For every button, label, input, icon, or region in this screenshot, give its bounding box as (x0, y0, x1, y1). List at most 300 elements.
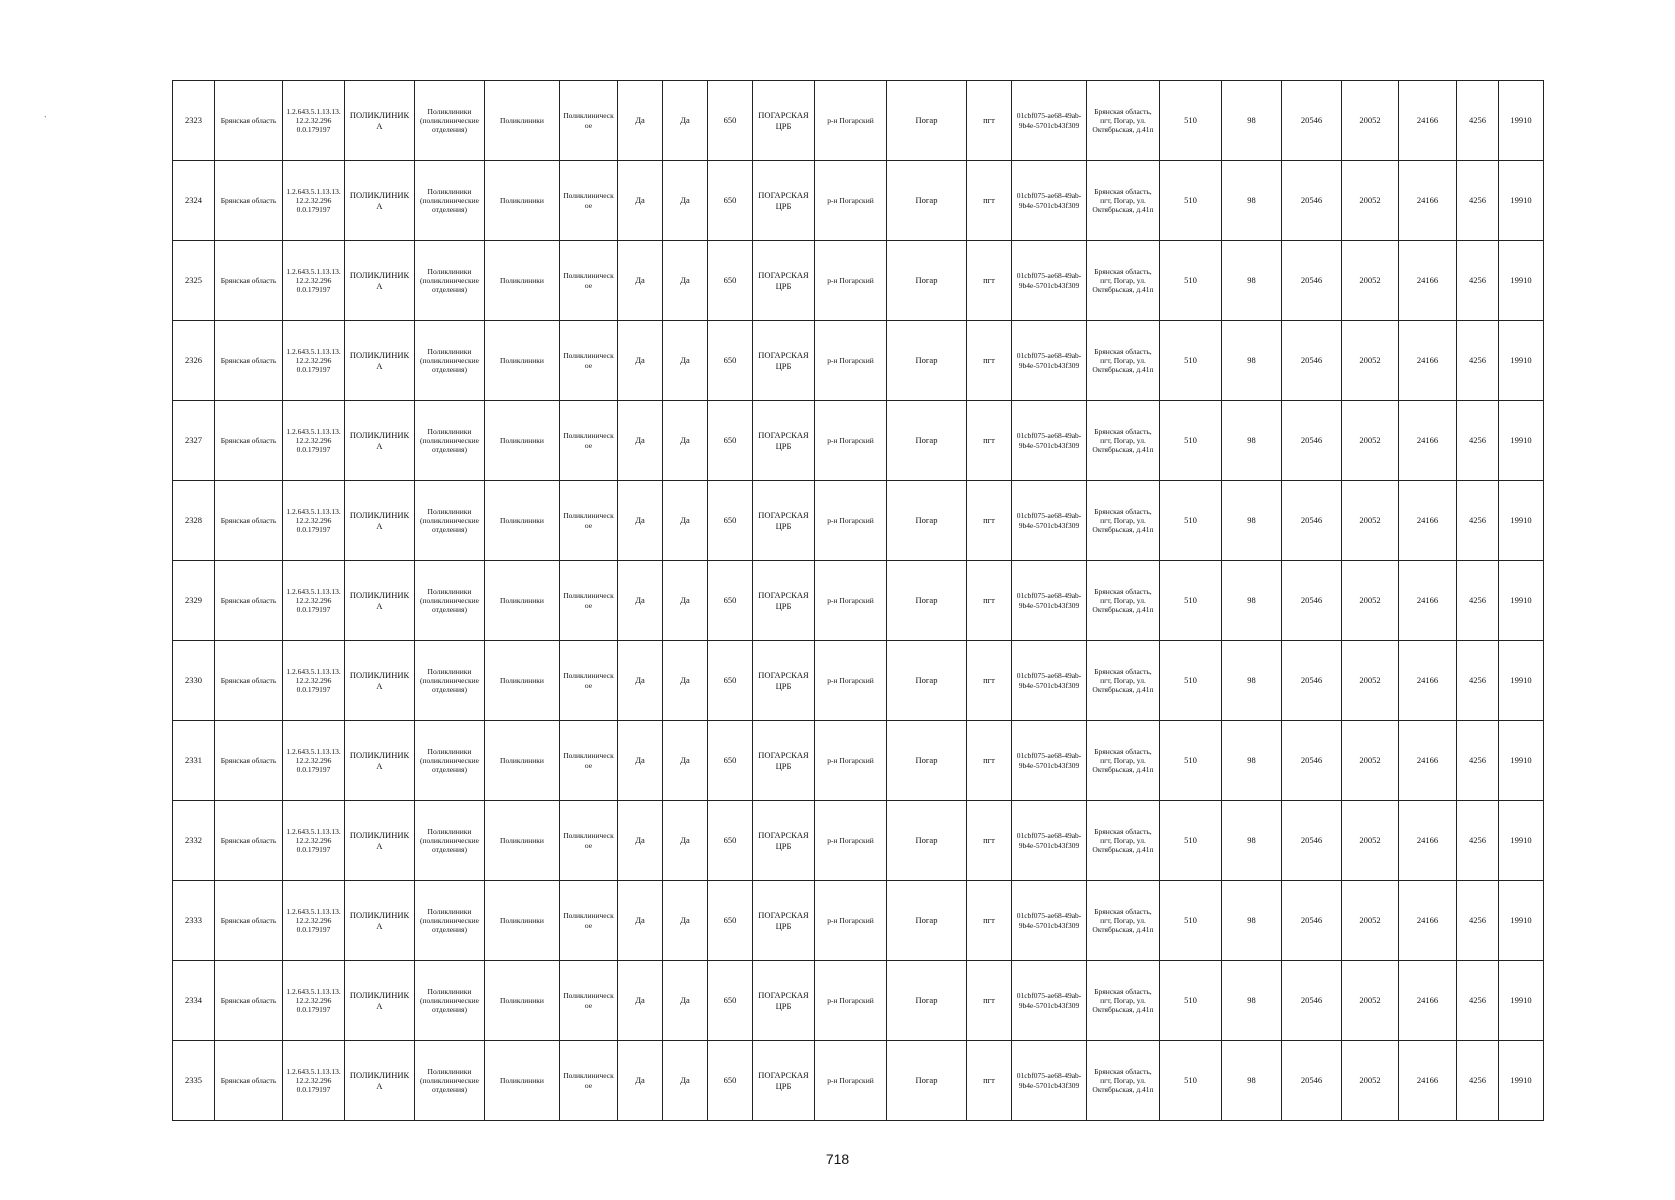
cell-region: Брянская область (215, 481, 283, 561)
cell-facility-oid: 1.2.643.5.1.13.13.12.2.32.296 0.0.179197 (283, 641, 345, 721)
cell-fias-guid: 01cbf075-ae68-49ab-9b4e-5701cb43f309 (1012, 961, 1087, 1041)
cell-district: р-н Погарский (815, 961, 887, 1041)
cell-value-1: 510 (1160, 641, 1222, 721)
cell-value-4: 20052 (1342, 721, 1399, 801)
cell-value-5: 24166 (1399, 721, 1457, 801)
cell-region: Брянская область (215, 801, 283, 881)
cell-value-3: 20546 (1282, 481, 1342, 561)
cell-facility-category: Поликлиники (поликлинические отделения) (415, 321, 485, 401)
cell-settlement: Погар (887, 561, 967, 641)
cell-settlement-type: пгт (967, 721, 1012, 801)
cell-facility-category: Поликлиники (поликлинические отделения) (415, 81, 485, 161)
cell-facility-kind: Поликлиническое (560, 961, 618, 1041)
cell-value-2: 98 (1222, 1041, 1282, 1121)
cell-fias-guid: 01cbf075-ae68-49ab-9b4e-5701cb43f309 (1012, 561, 1087, 641)
cell-organization-name: ПОГАРСКАЯ ЦРБ (753, 321, 815, 401)
cell-fias-guid: 01cbf075-ae68-49ab-9b4e-5701cb43f309 (1012, 881, 1087, 961)
cell-value-4: 20052 (1342, 321, 1399, 401)
cell-value-2: 98 (1222, 561, 1282, 641)
cell-facility-kind: Поликлиническое (560, 801, 618, 881)
cell-address: Брянская область, пгт, Погар, ул. Октябрьская, д.41п (1087, 241, 1160, 321)
cell-value-1: 510 (1160, 561, 1222, 641)
cell-value-2: 98 (1222, 481, 1282, 561)
table-row (173, 641, 1544, 721)
cell-facility-type: ПОЛИКЛИНИКА (345, 241, 415, 321)
cell-capacity: 650 (708, 561, 753, 641)
cell-facility-category: Поликлиники (поликлинические отделения) (415, 241, 485, 321)
cell-value-7: 19910 (1499, 1041, 1544, 1121)
cell-facility-kind: Поликлиническое (560, 241, 618, 321)
cell-value-5: 24166 (1399, 561, 1457, 641)
cell-value-2: 98 (1222, 961, 1282, 1041)
cell-value-2: 98 (1222, 81, 1282, 161)
cell-settlement-type: пгт (967, 561, 1012, 641)
cell-row-number: 2334 (173, 961, 215, 1041)
cell-fias-guid: 01cbf075-ae68-49ab-9b4e-5701cb43f309 (1012, 801, 1087, 881)
cell-facility-oid: 1.2.643.5.1.13.13.12.2.32.296 0.0.179197 (283, 721, 345, 801)
cell-facility-type: ПОЛИКЛИНИКА (345, 641, 415, 721)
cell-capacity: 650 (708, 721, 753, 801)
cell-settlement: Погар (887, 641, 967, 721)
cell-facility-group: Поликлиники (485, 561, 560, 641)
cell-organization-name: ПОГАРСКАЯ ЦРБ (753, 401, 815, 481)
cell-value-6: 4256 (1457, 961, 1499, 1041)
cell-settlement-type: пгт (967, 961, 1012, 1041)
cell-facility-group: Поликлиники (485, 961, 560, 1041)
cell-value-5: 24166 (1399, 401, 1457, 481)
cell-value-2: 98 (1222, 641, 1282, 721)
cell-facility-type: ПОЛИКЛИНИКА (345, 881, 415, 961)
cell-value-6: 4256 (1457, 561, 1499, 641)
cell-value-5: 24166 (1399, 1041, 1457, 1121)
cell-value-4: 20052 (1342, 641, 1399, 721)
cell-value-7: 19910 (1499, 321, 1544, 401)
cell-value-6: 4256 (1457, 1041, 1499, 1121)
cell-facility-oid: 1.2.643.5.1.13.13.12.2.32.296 0.0.179197 (283, 241, 345, 321)
cell-facility-group: Поликлиники (485, 1041, 560, 1121)
cell-facility-kind: Поликлиническое (560, 161, 618, 241)
cell-flag-1: Да (618, 641, 663, 721)
cell-facility-kind: Поликлиническое (560, 401, 618, 481)
cell-facility-kind: Поликлиническое (560, 561, 618, 641)
cell-value-1: 510 (1160, 401, 1222, 481)
cell-value-7: 19910 (1499, 881, 1544, 961)
table-row (173, 81, 1544, 161)
table-body (173, 81, 1544, 1121)
cell-value-5: 24166 (1399, 961, 1457, 1041)
cell-settlement: Погар (887, 721, 967, 801)
cell-row-number: 2331 (173, 721, 215, 801)
cell-value-5: 24166 (1399, 481, 1457, 561)
cell-settlement: Погар (887, 321, 967, 401)
cell-value-3: 20546 (1282, 561, 1342, 641)
cell-flag-2: Да (663, 241, 708, 321)
cell-facility-category: Поликлиники (поликлинические отделения) (415, 401, 485, 481)
cell-district: р-н Погарский (815, 401, 887, 481)
cell-facility-group: Поликлиники (485, 481, 560, 561)
table-row (173, 401, 1544, 481)
cell-value-4: 20052 (1342, 401, 1399, 481)
cell-district: р-н Погарский (815, 1041, 887, 1121)
cell-facility-category: Поликлиники (поликлинические отделения) (415, 881, 485, 961)
cell-value-1: 510 (1160, 881, 1222, 961)
cell-capacity: 650 (708, 401, 753, 481)
cell-flag-2: Да (663, 481, 708, 561)
cell-region: Брянская область (215, 241, 283, 321)
cell-value-5: 24166 (1399, 321, 1457, 401)
cell-facility-type: ПОЛИКЛИНИКА (345, 1041, 415, 1121)
cell-facility-kind: Поликлиническое (560, 641, 618, 721)
cell-row-number: 2327 (173, 401, 215, 481)
cell-district: р-н Погарский (815, 241, 887, 321)
cell-region: Брянская область (215, 641, 283, 721)
cell-value-7: 19910 (1499, 561, 1544, 641)
cell-flag-2: Да (663, 961, 708, 1041)
cell-settlement-type: пгт (967, 481, 1012, 561)
table-row (173, 881, 1544, 961)
cell-value-6: 4256 (1457, 881, 1499, 961)
cell-value-7: 19910 (1499, 961, 1544, 1041)
cell-value-4: 20052 (1342, 801, 1399, 881)
page-number: 718 (825, 1151, 850, 1167)
cell-facility-kind: Поликлиническое (560, 721, 618, 801)
cell-facility-kind: Поликлиническое (560, 881, 618, 961)
cell-value-1: 510 (1160, 481, 1222, 561)
cell-value-7: 19910 (1499, 721, 1544, 801)
cell-value-5: 24166 (1399, 161, 1457, 241)
cell-organization-name: ПОГАРСКАЯ ЦРБ (753, 241, 815, 321)
cell-value-7: 19910 (1499, 161, 1544, 241)
cell-district: р-н Погарский (815, 561, 887, 641)
cell-address: Брянская область, пгт, Погар, ул. Октябрьская, д.41п (1087, 881, 1160, 961)
cell-fias-guid: 01cbf075-ae68-49ab-9b4e-5701cb43f309 (1012, 721, 1087, 801)
cell-value-1: 510 (1160, 241, 1222, 321)
cell-flag-1: Да (618, 561, 663, 641)
cell-value-3: 20546 (1282, 641, 1342, 721)
cell-value-6: 4256 (1457, 321, 1499, 401)
cell-value-3: 20546 (1282, 81, 1342, 161)
cell-row-number: 2335 (173, 1041, 215, 1121)
cell-facility-group: Поликлиники (485, 241, 560, 321)
cell-flag-2: Да (663, 161, 708, 241)
cell-facility-category: Поликлиники (поликлинические отделения) (415, 801, 485, 881)
cell-value-3: 20546 (1282, 1041, 1342, 1121)
cell-facility-oid: 1.2.643.5.1.13.13.12.2.32.296 0.0.179197 (283, 81, 345, 161)
table-row (173, 241, 1544, 321)
cell-facility-group: Поликлиники (485, 161, 560, 241)
cell-settlement-type: пгт (967, 401, 1012, 481)
cell-settlement: Погар (887, 401, 967, 481)
cell-facility-type: ПОЛИКЛИНИКА (345, 81, 415, 161)
cell-facility-oid: 1.2.643.5.1.13.13.12.2.32.296 0.0.179197 (283, 161, 345, 241)
cell-row-number: 2333 (173, 881, 215, 961)
cell-district: р-н Погарский (815, 721, 887, 801)
cell-facility-oid: 1.2.643.5.1.13.13.12.2.32.296 0.0.179197 (283, 881, 345, 961)
cell-value-2: 98 (1222, 721, 1282, 801)
cell-value-3: 20546 (1282, 401, 1342, 481)
medical-facilities-table (172, 80, 1544, 1121)
cell-organization-name: ПОГАРСКАЯ ЦРБ (753, 161, 815, 241)
cell-organization-name: ПОГАРСКАЯ ЦРБ (753, 721, 815, 801)
cell-flag-2: Да (663, 721, 708, 801)
cell-facility-group: Поликлиники (485, 881, 560, 961)
cell-value-2: 98 (1222, 401, 1282, 481)
cell-region: Брянская область (215, 561, 283, 641)
cell-fias-guid: 01cbf075-ae68-49ab-9b4e-5701cb43f309 (1012, 1041, 1087, 1121)
cell-organization-name: ПОГАРСКАЯ ЦРБ (753, 481, 815, 561)
cell-settlement: Погар (887, 241, 967, 321)
cell-flag-2: Да (663, 641, 708, 721)
cell-facility-type: ПОЛИКЛИНИКА (345, 401, 415, 481)
cell-facility-oid: 1.2.643.5.1.13.13.12.2.32.296 0.0.179197 (283, 401, 345, 481)
cell-facility-group: Поликлиники (485, 321, 560, 401)
cell-capacity: 650 (708, 81, 753, 161)
cell-district: р-н Погарский (815, 641, 887, 721)
cell-settlement: Погар (887, 881, 967, 961)
cell-settlement: Погар (887, 481, 967, 561)
cell-address: Брянская область, пгт, Погар, ул. Октябрьская, д.41п (1087, 801, 1160, 881)
cell-settlement-type: пгт (967, 321, 1012, 401)
cell-address: Брянская область, пгт, Погар, ул. Октябрьская, д.41п (1087, 1041, 1160, 1121)
cell-facility-oid: 1.2.643.5.1.13.13.12.2.32.296 0.0.179197 (283, 561, 345, 641)
cell-value-3: 20546 (1282, 721, 1342, 801)
cell-facility-type: ПОЛИКЛИНИКА (345, 481, 415, 561)
cell-value-5: 24166 (1399, 881, 1457, 961)
cell-value-1: 510 (1160, 1041, 1222, 1121)
cell-settlement-type: пгт (967, 161, 1012, 241)
cell-value-6: 4256 (1457, 481, 1499, 561)
cell-fias-guid: 01cbf075-ae68-49ab-9b4e-5701cb43f309 (1012, 241, 1087, 321)
cell-capacity: 650 (708, 881, 753, 961)
cell-region: Брянская область (215, 721, 283, 801)
cell-value-4: 20052 (1342, 561, 1399, 641)
cell-row-number: 2330 (173, 641, 215, 721)
cell-row-number: 2328 (173, 481, 215, 561)
cell-region: Брянская область (215, 161, 283, 241)
cell-facility-group: Поликлиники (485, 401, 560, 481)
table-row (173, 481, 1544, 561)
cell-value-6: 4256 (1457, 241, 1499, 321)
cell-capacity: 650 (708, 241, 753, 321)
cell-organization-name: ПОГАРСКАЯ ЦРБ (753, 961, 815, 1041)
cell-address: Брянская область, пгт, Погар, ул. Октябрьская, д.41п (1087, 81, 1160, 161)
cell-value-2: 98 (1222, 321, 1282, 401)
cell-address: Брянская область, пгт, Погар, ул. Октябрьская, д.41п (1087, 321, 1160, 401)
cell-value-3: 20546 (1282, 161, 1342, 241)
cell-facility-oid: 1.2.643.5.1.13.13.12.2.32.296 0.0.179197 (283, 961, 345, 1041)
cell-flag-1: Да (618, 801, 663, 881)
cell-capacity: 650 (708, 801, 753, 881)
cell-value-3: 20546 (1282, 321, 1342, 401)
cell-facility-kind: Поликлиническое (560, 321, 618, 401)
cell-flag-2: Да (663, 561, 708, 641)
cell-settlement-type: пгт (967, 641, 1012, 721)
cell-organization-name: ПОГАРСКАЯ ЦРБ (753, 1041, 815, 1121)
cell-fias-guid: 01cbf075-ae68-49ab-9b4e-5701cb43f309 (1012, 321, 1087, 401)
cell-facility-category: Поликлиники (поликлинические отделения) (415, 721, 485, 801)
table-row (173, 161, 1544, 241)
table-row (173, 721, 1544, 801)
cell-facility-type: ПОЛИКЛИНИКА (345, 161, 415, 241)
cell-capacity: 650 (708, 161, 753, 241)
cell-value-1: 510 (1160, 721, 1222, 801)
cell-facility-category: Поликлиники (поликлинические отделения) (415, 561, 485, 641)
cell-facility-category: Поликлиники (поликлинические отделения) (415, 641, 485, 721)
scan-artifact-mark: ` (44, 115, 47, 124)
cell-flag-1: Да (618, 401, 663, 481)
cell-value-7: 19910 (1499, 481, 1544, 561)
cell-facility-category: Поликлиники (поликлинические отделения) (415, 161, 485, 241)
cell-flag-2: Да (663, 1041, 708, 1121)
cell-facility-kind: Поликлиническое (560, 81, 618, 161)
cell-facility-type: ПОЛИКЛИНИКА (345, 561, 415, 641)
cell-address: Брянская область, пгт, Погар, ул. Октябрьская, д.41п (1087, 961, 1160, 1041)
cell-facility-type: ПОЛИКЛИНИКА (345, 961, 415, 1041)
cell-facility-type: ПОЛИКЛИНИКА (345, 801, 415, 881)
cell-flag-1: Да (618, 161, 663, 241)
cell-facility-group: Поликлиники (485, 641, 560, 721)
cell-address: Брянская область, пгт, Погар, ул. Октябрьская, д.41п (1087, 641, 1160, 721)
cell-flag-1: Да (618, 881, 663, 961)
cell-value-1: 510 (1160, 961, 1222, 1041)
cell-fias-guid: 01cbf075-ae68-49ab-9b4e-5701cb43f309 (1012, 481, 1087, 561)
cell-settlement: Погар (887, 961, 967, 1041)
cell-region: Брянская область (215, 81, 283, 161)
cell-capacity: 650 (708, 1041, 753, 1121)
cell-region: Брянская область (215, 321, 283, 401)
cell-capacity: 650 (708, 641, 753, 721)
cell-facility-group: Поликлиники (485, 81, 560, 161)
cell-flag-2: Да (663, 801, 708, 881)
cell-district: р-н Погарский (815, 881, 887, 961)
cell-flag-1: Да (618, 321, 663, 401)
cell-organization-name: ПОГАРСКАЯ ЦРБ (753, 881, 815, 961)
cell-value-4: 20052 (1342, 1041, 1399, 1121)
cell-district: р-н Погарский (815, 321, 887, 401)
cell-address: Брянская область, пгт, Погар, ул. Октябрьская, д.41п (1087, 161, 1160, 241)
cell-facility-category: Поликлиники (поликлинические отделения) (415, 961, 485, 1041)
cell-settlement-type: пгт (967, 881, 1012, 961)
cell-organization-name: ПОГАРСКАЯ ЦРБ (753, 641, 815, 721)
cell-value-2: 98 (1222, 801, 1282, 881)
cell-address: Брянская область, пгт, Погар, ул. Октябрьская, д.41п (1087, 721, 1160, 801)
cell-capacity: 650 (708, 961, 753, 1041)
cell-row-number: 2329 (173, 561, 215, 641)
cell-value-1: 510 (1160, 81, 1222, 161)
cell-flag-1: Да (618, 481, 663, 561)
cell-value-1: 510 (1160, 321, 1222, 401)
cell-flag-1: Да (618, 1041, 663, 1121)
cell-flag-1: Да (618, 961, 663, 1041)
cell-facility-group: Поликлиники (485, 721, 560, 801)
cell-value-2: 98 (1222, 241, 1282, 321)
table-row (173, 561, 1544, 641)
table-row (173, 321, 1544, 401)
cell-facility-kind: Поликлиническое (560, 481, 618, 561)
cell-organization-name: ПОГАРСКАЯ ЦРБ (753, 81, 815, 161)
cell-settlement: Погар (887, 1041, 967, 1121)
cell-value-3: 20546 (1282, 881, 1342, 961)
cell-settlement-type: пгт (967, 1041, 1012, 1121)
cell-organization-name: ПОГАРСКАЯ ЦРБ (753, 561, 815, 641)
cell-settlement-type: пгт (967, 241, 1012, 321)
cell-value-5: 24166 (1399, 641, 1457, 721)
cell-address: Брянская область, пгт, Погар, ул. Октябрьская, д.41п (1087, 481, 1160, 561)
cell-value-7: 19910 (1499, 641, 1544, 721)
cell-value-7: 19910 (1499, 81, 1544, 161)
cell-value-2: 98 (1222, 881, 1282, 961)
cell-value-4: 20052 (1342, 881, 1399, 961)
cell-capacity: 650 (708, 481, 753, 561)
cell-capacity: 650 (708, 321, 753, 401)
cell-facility-type: ПОЛИКЛИНИКА (345, 721, 415, 801)
cell-facility-kind: Поликлиническое (560, 1041, 618, 1121)
cell-row-number: 2326 (173, 321, 215, 401)
cell-settlement: Погар (887, 81, 967, 161)
cell-value-4: 20052 (1342, 161, 1399, 241)
table-row (173, 801, 1544, 881)
cell-value-7: 19910 (1499, 401, 1544, 481)
cell-facility-type: ПОЛИКЛИНИКА (345, 321, 415, 401)
cell-facility-category: Поликлиники (поликлинические отделения) (415, 1041, 485, 1121)
cell-value-4: 20052 (1342, 241, 1399, 321)
cell-fias-guid: 01cbf075-ae68-49ab-9b4e-5701cb43f309 (1012, 161, 1087, 241)
cell-flag-1: Да (618, 241, 663, 321)
cell-flag-1: Да (618, 721, 663, 801)
cell-fias-guid: 01cbf075-ae68-49ab-9b4e-5701cb43f309 (1012, 641, 1087, 721)
cell-facility-oid: 1.2.643.5.1.13.13.12.2.32.296 0.0.179197 (283, 801, 345, 881)
cell-organization-name: ПОГАРСКАЯ ЦРБ (753, 801, 815, 881)
cell-fias-guid: 01cbf075-ae68-49ab-9b4e-5701cb43f309 (1012, 401, 1087, 481)
cell-region: Брянская область (215, 961, 283, 1041)
cell-facility-oid: 1.2.643.5.1.13.13.12.2.32.296 0.0.179197 (283, 1041, 345, 1121)
cell-flag-2: Да (663, 401, 708, 481)
cell-facility-oid: 1.2.643.5.1.13.13.12.2.32.296 0.0.179197 (283, 481, 345, 561)
cell-region: Брянская область (215, 1041, 283, 1121)
cell-district: р-н Погарский (815, 81, 887, 161)
table-row (173, 1041, 1544, 1121)
cell-value-6: 4256 (1457, 81, 1499, 161)
cell-value-4: 20052 (1342, 481, 1399, 561)
cell-value-4: 20052 (1342, 961, 1399, 1041)
cell-flag-1: Да (618, 81, 663, 161)
cell-row-number: 2332 (173, 801, 215, 881)
cell-flag-2: Да (663, 81, 708, 161)
cell-value-7: 19910 (1499, 801, 1544, 881)
cell-settlement-type: пгт (967, 81, 1012, 161)
cell-row-number: 2323 (173, 81, 215, 161)
cell-district: р-н Погарский (815, 481, 887, 561)
cell-value-6: 4256 (1457, 801, 1499, 881)
cell-district: р-н Погарский (815, 801, 887, 881)
table-row (173, 961, 1544, 1041)
cell-value-6: 4256 (1457, 401, 1499, 481)
cell-value-5: 24166 (1399, 81, 1457, 161)
cell-facility-group: Поликлиники (485, 801, 560, 881)
cell-region: Брянская область (215, 881, 283, 961)
cell-address: Брянская область, пгт, Погар, ул. Октябрьская, д.41п (1087, 561, 1160, 641)
cell-value-5: 24166 (1399, 241, 1457, 321)
cell-value-1: 510 (1160, 161, 1222, 241)
cell-flag-2: Да (663, 881, 708, 961)
cell-district: р-н Погарский (815, 161, 887, 241)
cell-settlement-type: пгт (967, 801, 1012, 881)
cell-settlement: Погар (887, 801, 967, 881)
cell-row-number: 2324 (173, 161, 215, 241)
cell-value-4: 20052 (1342, 81, 1399, 161)
cell-fias-guid: 01cbf075-ae68-49ab-9b4e-5701cb43f309 (1012, 81, 1087, 161)
cell-row-number: 2325 (173, 241, 215, 321)
